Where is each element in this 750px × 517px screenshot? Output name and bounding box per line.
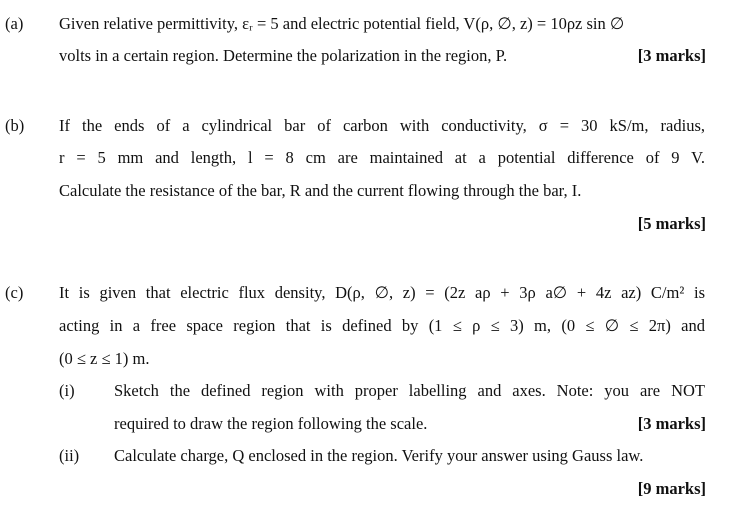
question-c-i-line2: required to draw the region following the scale. [114,414,428,433]
question-a-line1: Given relative permittivity, εᵣ = 5 and electric potential field, V(ρ, ∅, z) = 10ρz sin ∅ [59,14,625,33]
question-c-i-line1: Sketch the defined region with proper labelling and axes. Note: you are NOT [114,381,705,400]
question-b-marks: [5 marks] [637,214,706,233]
question-b-label: (b) [5,116,25,135]
question-b-line2: r = 5 mm and length, l = 8 cm are maintained at a potential difference of 9 V. [59,148,705,167]
question-c-i-marks: [3 marks] [637,414,706,433]
question-c-line1: It is given that electric flux density, D(ρ, ∅, z) = (2z aρ + 3ρ a∅ + 4z az) C/m² is [59,283,705,302]
question-a-line2: volts in a certain region. Determine the polarization in the region, P. [59,46,508,65]
question-b-line1: If the ends of a cylindrical bar of carbon with conductivity, σ = 30 kS/m, radius, [59,116,705,135]
question-a-label: (a) [5,14,24,33]
question-c-ii-line1: Calculate charge, Q enclosed in the region. Verify your answer using Gauss law. [114,446,644,465]
question-c-ii-marks: [9 marks] [637,479,706,498]
question-c-line2: acting in a free space region that is defined by (1 ≤ ρ ≤ 3) m, (0 ≤ ∅ ≤ 2π) and [59,316,705,335]
question-c-label: (c) [5,283,24,302]
question-b-line3: Calculate the resistance of the bar, R and the current flowing through the bar, I. [59,181,582,200]
question-c-i-label: (i) [59,381,75,400]
question-a-marks: [3 marks] [637,46,706,65]
question-c-ii-label: (ii) [59,446,80,465]
question-c-line3: (0 ≤ z ≤ 1) m. [59,349,150,368]
